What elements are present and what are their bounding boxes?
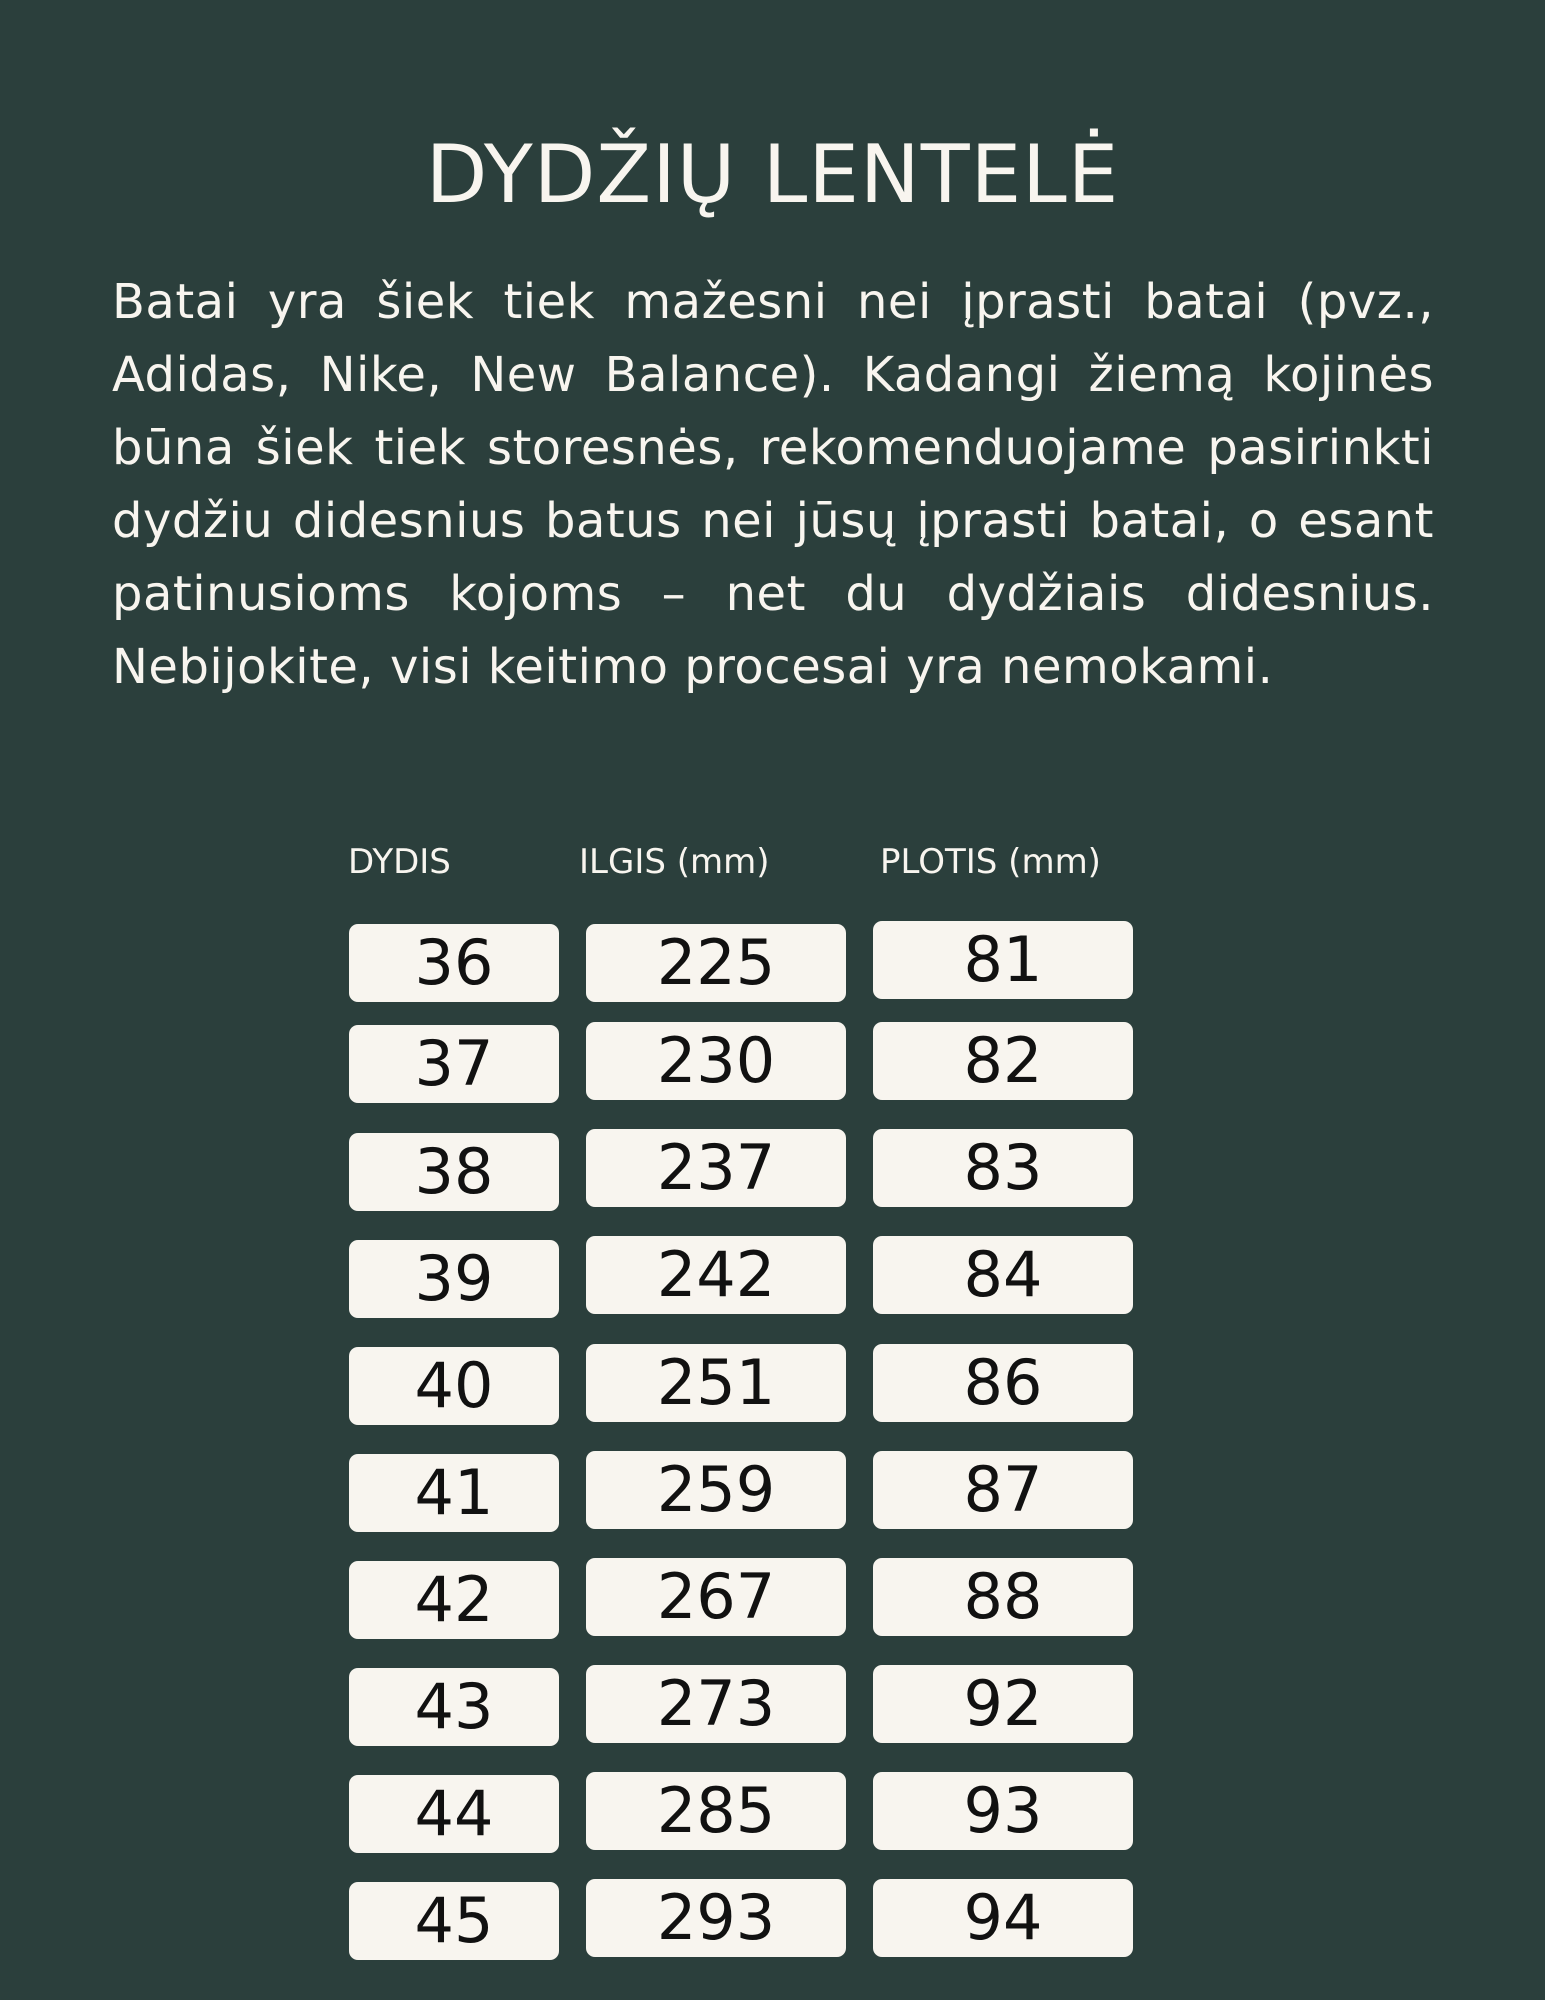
length-cell: 285 (586, 1772, 846, 1850)
width-cell: 87 (873, 1451, 1133, 1529)
length-cell: 251 (586, 1344, 846, 1422)
width-cell: 81 (873, 921, 1133, 999)
page-title: DYDŽIŲ LENTELĖ (425, 128, 1120, 221)
column-header-width: PLOTIS (mm) (880, 842, 1101, 882)
width-cell: 83 (873, 1129, 1133, 1207)
length-cell: 242 (586, 1236, 846, 1314)
width-cell: 84 (873, 1236, 1133, 1314)
length-cell: 273 (586, 1665, 846, 1743)
width-cell: 92 (873, 1665, 1133, 1743)
length-cell: 293 (586, 1879, 846, 1957)
length-cell: 237 (586, 1129, 846, 1207)
column-header-length: ILGIS (mm) (579, 842, 770, 882)
size-cell: 42 (349, 1561, 559, 1639)
size-cell: 41 (349, 1454, 559, 1532)
size-cell: 38 (349, 1133, 559, 1211)
width-cell: 93 (873, 1772, 1133, 1850)
length-cell: 267 (586, 1558, 846, 1636)
intro-paragraph: Batai yra šiek tiek mažesni nei įprasti batai (pvz., Adidas, Nike, New Balance). Kadangi žiemą kojinės būna šiek tiek storesnės, rekomenduojame pasirinkti dydžiu didesnius batus nei jūsų įprasti batai, o esant patinusioms kojoms – net du dydžiais didesnius. Nebijokite, visi keitimo procesai yra nemokami. (112, 274, 1434, 695)
length-cell: 225 (586, 924, 846, 1002)
size-cell: 36 (349, 924, 559, 1002)
size-cell: 43 (349, 1668, 559, 1746)
size-cell: 44 (349, 1775, 559, 1853)
length-cell: 259 (586, 1451, 846, 1529)
column-header-size: DYDIS (348, 842, 451, 882)
width-cell: 82 (873, 1022, 1133, 1100)
width-cell: 86 (873, 1344, 1133, 1422)
size-cell: 37 (349, 1025, 559, 1103)
size-cell: 40 (349, 1347, 559, 1425)
length-cell: 230 (586, 1022, 846, 1100)
size-cell: 45 (349, 1882, 559, 1960)
width-cell: 88 (873, 1558, 1133, 1636)
width-cell: 94 (873, 1879, 1133, 1957)
size-cell: 39 (349, 1240, 559, 1318)
